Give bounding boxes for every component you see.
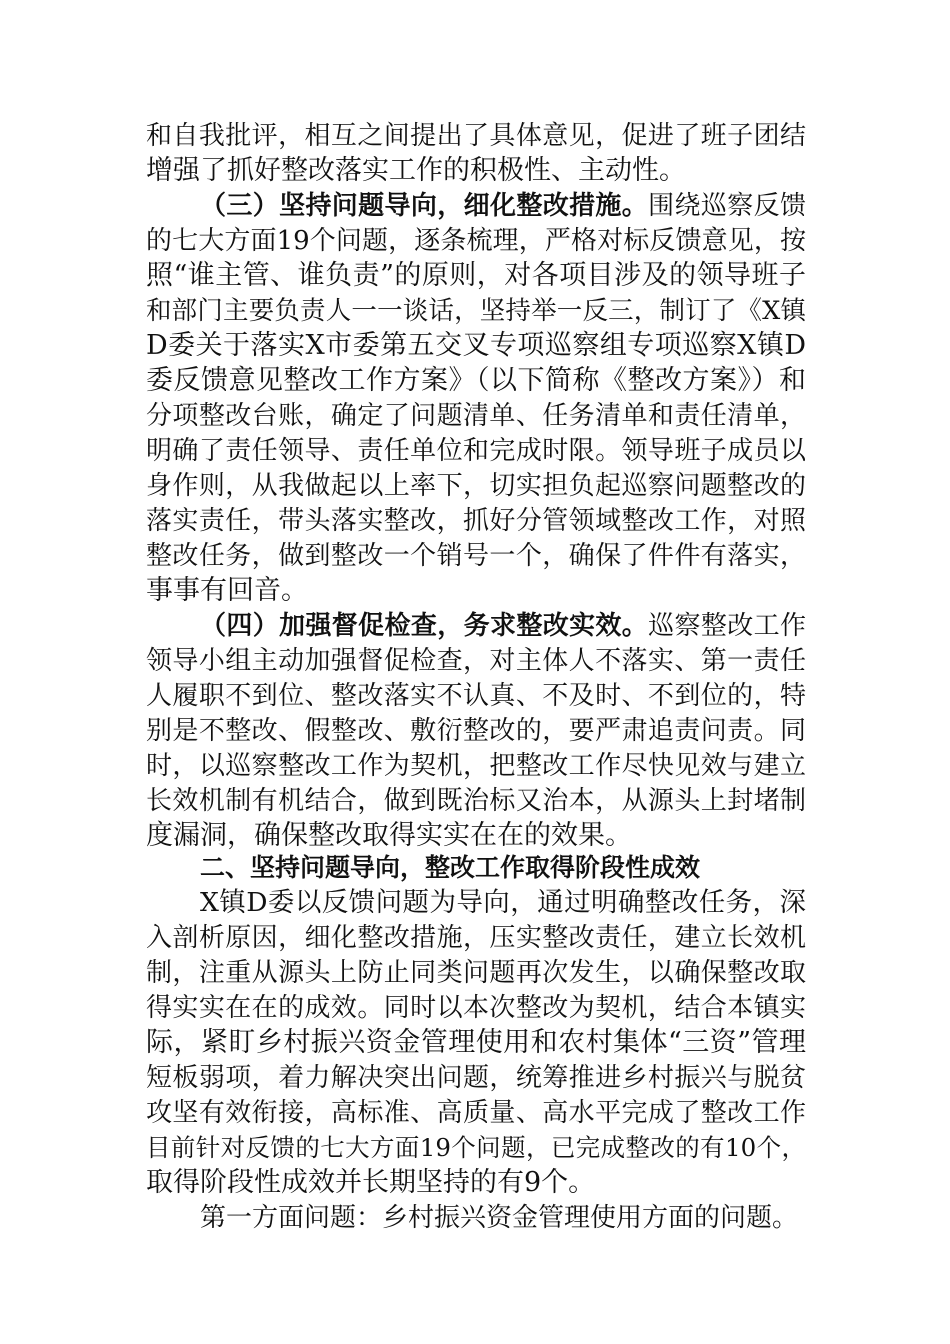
text-line: 目前针对反馈的七大方面19个问题，已完成整改的有10个， — [146, 1133, 806, 1162]
text-fragment: 巡察整改工作 — [648, 611, 806, 641]
section-heading-4: （四）加强督促检查，务求整改实效。 — [200, 611, 649, 641]
text-line: 度漏洞，确保整改取得实实在在的效果。 — [146, 820, 632, 851]
text-line: 人履职不到位、整改落实不认真、不及时、不到位的，特 — [146, 681, 806, 711]
section-heading-3: （三）坚持问题导向，细化整改措施。 — [200, 191, 649, 221]
text-line: 身作则，从我做起以上率下，切实担负起巡察问题整改的 — [146, 471, 806, 501]
text-line: 照“谁主管、谁负责”的原则，对各项目涉及的领导班子 — [146, 260, 806, 291]
text-line: 际，紧盯乡村振兴资金管理使用和农村集体“三资”管理 — [146, 1027, 806, 1058]
text-line — [200, 608, 806, 644]
text-line: 和自我批评，相互之间提出了具体意见，促进了班子团结 — [146, 121, 806, 151]
text-line: 得实实在在的成效。同时以本次整改为契机，结合本镇实 — [146, 993, 806, 1023]
text-line: 第一方面问题：乡村振兴资金管理使用方面的问题。 — [200, 1203, 799, 1233]
chapter-heading: 二、坚持问题导向，整改工作取得阶段性成效 — [200, 853, 701, 882]
text-line — [200, 188, 806, 224]
text-line: 的七大方面19个问题，逐条梳理，严格对标反馈意见，按 — [146, 226, 806, 256]
text-line: 增强了抓好整改落实工作的积极性、主动性。 — [146, 155, 686, 186]
text-line: X镇D委以反馈问题为导向，通过明确整改任务，深 — [200, 887, 806, 918]
text-line: 领导小组主动加强督促检查，对主体人不落实、第一责任 — [146, 646, 806, 676]
text-line: 取得阶段性成效并长期坚持的有9个。 — [146, 1167, 596, 1198]
text-line: 别是不整改、假整改、敷衍整改的，要严肃追责问责。同 — [146, 716, 806, 746]
text-line: 时，以巡察整改工作为契机，把整改工作尽快见效与建立 — [146, 751, 806, 781]
text-line: 落实责任，带头落实整改，抓好分管领域整改工作，对照 — [146, 506, 806, 536]
text-line: D委关于落实X市委第五交叉专项巡察组专项巡察X镇D — [146, 330, 806, 361]
text-line: 短板弱项，着力解决突出问题，统筹推进乡村振兴与脱贫 — [146, 1063, 806, 1093]
text-line: 整改任务，做到整改一个销号一个，确保了件件有落实， — [146, 541, 806, 571]
text-line: 长效机制有机结合，做到既治标又治本，从源头上封堵制 — [146, 786, 806, 816]
text-line: 和部门主要负责人一一谈话，坚持举一反三，制订了《X镇 — [146, 296, 806, 326]
text-line: 攻坚有效衔接，高标准、高质量、高水平完成了整改工作 — [146, 1098, 806, 1128]
text-fragment: 围绕巡察反馈 — [648, 191, 806, 221]
text-line: 事事有回音。 — [146, 575, 308, 606]
text-line: 分项整改台账，确定了问题清单、任务清单和责任清单， — [146, 401, 806, 431]
text-line: 入剖析原因，细化整改措施，压实整改责任，建立长效机 — [146, 923, 806, 953]
text-line: 委反馈意见整改工作方案》（以下简称《整改方案》）和 — [146, 365, 806, 396]
text-line: 明确了责任领导、责任单位和完成时限。领导班子成员以 — [146, 436, 806, 466]
text-line: 制，注重从源头上防止同类问题再次发生，以确保整改取 — [146, 958, 806, 988]
